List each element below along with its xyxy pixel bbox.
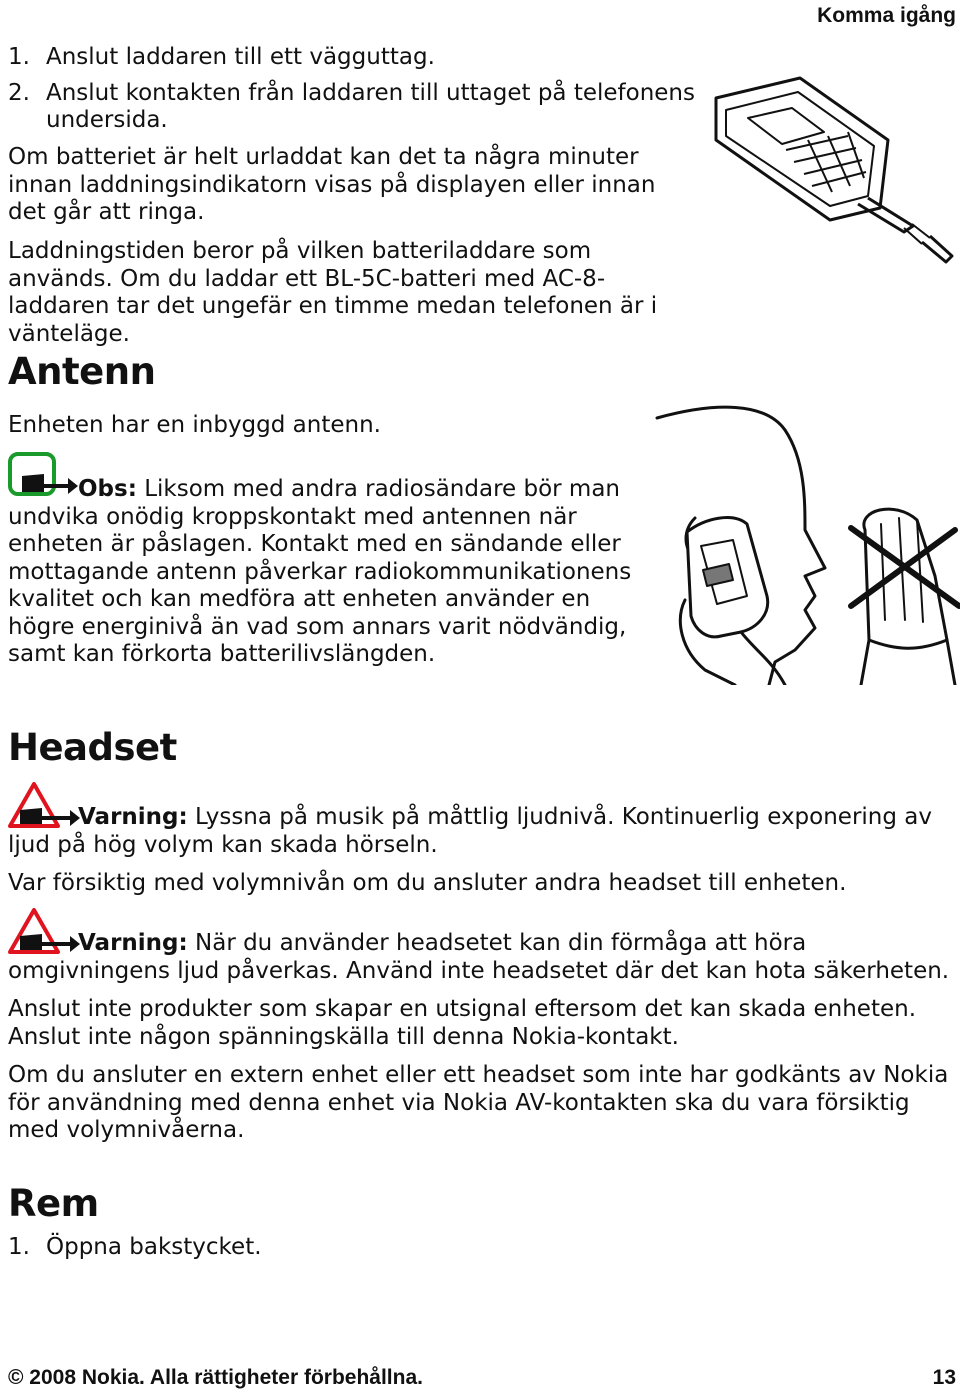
section-header: Komma igång bbox=[817, 4, 956, 27]
antenna-intro: Enheten har en inbyggd antenn. bbox=[8, 412, 381, 438]
section-title-headset: Headset bbox=[8, 726, 177, 769]
section-title-antenna: Antenn bbox=[8, 350, 156, 393]
antenna-usage-illustration bbox=[655, 400, 960, 685]
headset-warning-1: Varning: Lyssna på musik på måttlig ljudnivå. Kontinuerlig exponering av ljud på hög volym kan skada hörseln. bbox=[8, 804, 932, 858]
charging-time-paragraph: Laddningstiden beror på vilken batteriladdare som används. Om du laddar ett BL-5C-batteri med AC-8-laddaren tar det ungefär en timme medan telefonen är i vänteläge. bbox=[8, 238, 658, 347]
headset-paragraph-3: Om du ansluter en extern enhet eller ett headset som inte har godkänts av Nokia för användning med denna enhet via Nokia AV-kontakten ska du vara försiktig med volymnivåerna. bbox=[8, 1062, 949, 1143]
list-item: 2. Anslut kontakten från laddaren till uttaget på telefonens undersida. bbox=[8, 79, 695, 133]
headset-warning-2: Varning: När du använder headsetet kan din förmåga att höra omgivningens ljud påverkas. Använd inte headsetet där det kan hota säkerheten. bbox=[8, 930, 950, 984]
headset-paragraph-1: Var försiktig med volymnivån om du ansluter andra headset till enheten. bbox=[8, 870, 847, 896]
charging-steps bbox=[8, 44, 698, 135]
antenna-note: Obs: Liksom med andra radiosändare bör man undvika onödig kroppskontakt med antennen när enheten är påslagen. Kontakt med en sändande eller mottagande antenn påverkar radiokommunikationens kvalitet och kan medföra att enheten använder en högre energinivå än vad som annars varit nödvändig, samt kan förkorta batterilivslängden. bbox=[8, 476, 632, 667]
footer-copyright: © 2008 Nokia. Alla rättigheter förbehållna. bbox=[8, 1366, 423, 1389]
list-item: 1. Anslut laddaren till ett vägguttag. bbox=[8, 44, 435, 70]
phone-charger-illustration bbox=[708, 70, 958, 270]
charging-paragraph: Om batteriet är helt urladdat kan det ta några minuter innan laddningsindikatorn visas på displayen eller innan det går att ringa. bbox=[8, 144, 656, 225]
section-title-strap: Rem bbox=[8, 1182, 99, 1225]
list-item: 1. Öppna bakstycket. bbox=[8, 1234, 262, 1260]
page-number: 13 bbox=[932, 1366, 956, 1389]
strap-steps bbox=[8, 1234, 698, 1262]
headset-paragraph-2: Anslut inte produkter som skapar en utsignal eftersom det kan skada enheten. Anslut inte någon spänningskälla till denna Nokia-kontakt. bbox=[8, 996, 917, 1050]
